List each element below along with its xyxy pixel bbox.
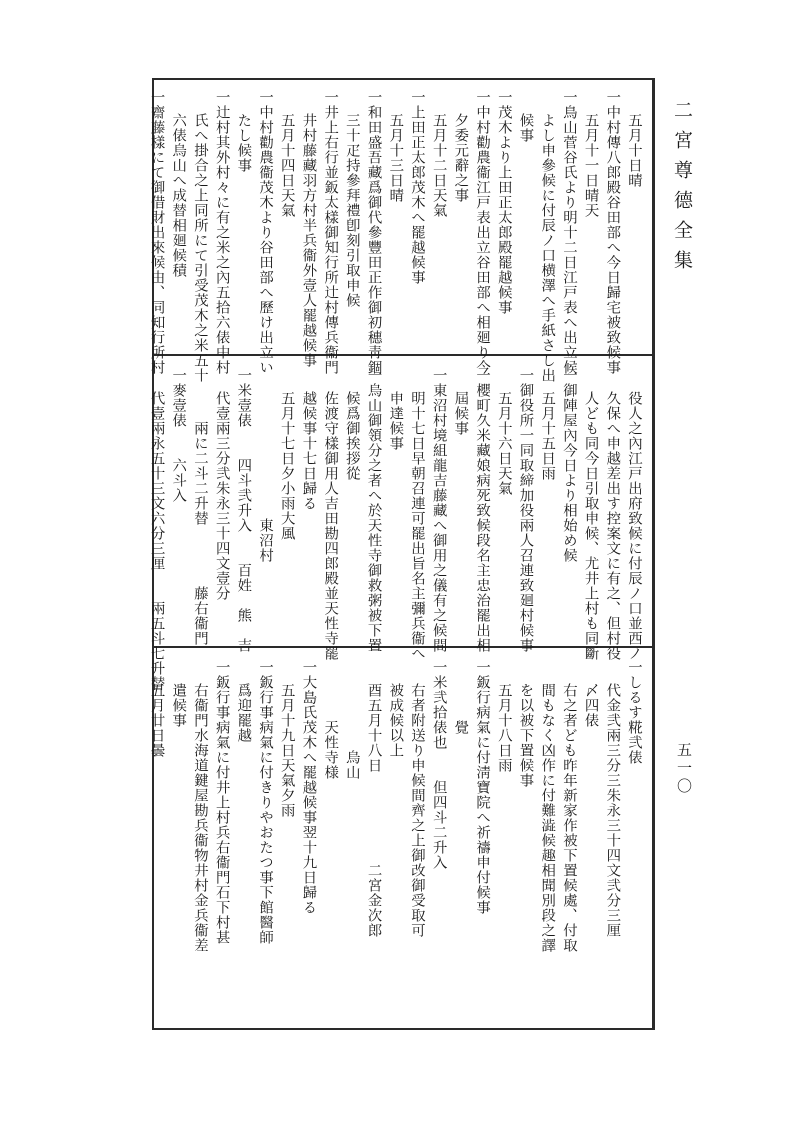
middle-text-line: 五月十五日雨	[539, 391, 556, 482]
upper-text-line: 五月十二日天氣	[430, 113, 447, 219]
upper-text-line: 一茂木より上田正太郎殿罷越候事	[495, 90, 512, 315]
middle-text-line: 久保へ申越差出す控案文に有之、但村役	[604, 391, 621, 662]
lower-text-line: 右之者ども昨年新家作被下置候處、付取	[560, 683, 577, 954]
page-number: 五一〇	[675, 742, 693, 796]
middle-text-line: 一東沼村境組龍吉藤藏へ御用之儀有之候間	[430, 368, 447, 653]
lower-text-line: 天性寺様	[322, 660, 339, 780]
middle-text-line: 屆候事	[452, 391, 469, 437]
upper-text-line: 五月十三日晴	[387, 113, 404, 204]
lower-text-columns	[148, 660, 644, 1022]
middle-text-line: 兩に二斗二升替 藤右衞門	[191, 391, 208, 647]
lower-text-line: 五月廿日曇	[148, 683, 165, 759]
lower-text-line: 遣候事	[170, 683, 187, 729]
upper-text-line: たし候事	[235, 113, 252, 174]
upper-text-line: 候事	[517, 113, 534, 144]
lower-text-line: 一鈑行事病氣に付井上村兵右衞門石下村甚	[213, 660, 230, 945]
lower-text-line: 覺	[452, 660, 469, 735]
upper-text-line: 一鳥山菅谷氏より明十二日江戸表へ出立候	[560, 90, 577, 375]
lower-text-line: を以被下置候事	[517, 683, 534, 789]
upper-text-line: 一和田盛吾藏爲御代參豐田正作御初穗靑錮	[365, 90, 382, 375]
lower-text-line: 一鈑行病氣に付淸寶院へ祈禱申付候事	[474, 660, 491, 915]
middle-text-line: 候爲御挨拶從	[343, 391, 360, 482]
middle-text-line: 一米壹俵 四斗弐升入 百姓 熊 吉	[235, 368, 252, 653]
lower-text-line: 爲迎罷越	[235, 683, 252, 744]
lower-text-line: 烏山	[343, 660, 360, 780]
upper-text-line: 一中村傳八郎殿谷田部へ今日歸宅被致候事	[604, 90, 621, 375]
upper-text-line: 六俵烏山へ成替相廻候積	[170, 113, 187, 279]
upper-text-line: 一中村勸農衞江戸表出立谷田部へ相廻り今	[474, 90, 491, 375]
upper-text-line: 一上田正太郎茂木へ罷越候事	[408, 90, 425, 285]
middle-text-line: 東沼村	[257, 368, 274, 563]
middle-text-columns	[148, 368, 644, 692]
middle-text-line: 五月十六日天氣	[495, 391, 512, 497]
upper-text-line: 一井上右行並鈑太樣御知行所辻村傳兵衞門	[322, 90, 339, 375]
upper-text-line: 井村藤藏羽方村半兵衞外壹人罷越候事	[300, 113, 317, 369]
lower-text-line: 一鈑行事病氣に付きりやおたつ事下館醫師	[257, 660, 274, 945]
lower-text-line: 間もなく凶作に付難澁候趣相聞別段之譯	[539, 683, 556, 954]
middle-text-line: 一烏山御領分之者へ於天性寺御救粥被下置	[365, 368, 382, 653]
lower-text-line: 五月十九日天氣夕雨	[278, 683, 295, 819]
lower-text-line: 一大島氏茂木へ罷越候事翌十九日歸る	[300, 660, 317, 915]
lower-text-line: 一しるす糀弐俵	[626, 660, 642, 765]
upper-text-line: 一中村勸農衞茂木より谷田部へ歷け出立い	[257, 90, 274, 375]
upper-text-line: 夕委元辭之事	[452, 113, 469, 204]
upper-text-line: 一齋藤樣にて御借財出來候由、同知行所村	[148, 90, 165, 375]
lower-text-line: 一米弐拾俵也 但四斗二升入	[430, 660, 447, 870]
lower-text-line: 右者附送り申候間齊之上御改御受取可	[408, 683, 425, 939]
middle-text-line: 一櫻町久米藏娘病死致候段名主忠治罷出相	[474, 368, 491, 653]
middle-text-line: 代壹兩永五十三文六分三厘 兩五斗七升替	[148, 391, 165, 692]
lower-text-line: 酉五月十八日 二宮金次郎	[365, 683, 382, 939]
lower-text-line: 五月十八日雨	[495, 683, 512, 774]
upper-text-line: 一辻村其外村々に有之米之內五拾六俵中村	[213, 90, 230, 375]
middle-text-line: 一御役所一同取締加役兩人召連致廻村候事	[517, 368, 534, 653]
middle-text-line: 申達候事	[387, 391, 404, 452]
upper-text-line: 五月十四日天氣	[278, 113, 295, 219]
lower-text-line: 〆四俵	[582, 683, 599, 729]
middle-text-line: 佐渡守樣御用人吉田勘四郎殿並天性寺罷	[322, 391, 339, 662]
middle-text-line: 役人之內江戸出府致候に付辰ノ口並西ノ	[626, 391, 642, 662]
middle-text-line: 一御陣屋內今日より相始め候	[560, 368, 577, 563]
middle-text-line: 五月十七日夕小雨大風	[278, 391, 295, 542]
book-title: 二宮尊德全集	[671, 100, 693, 280]
upper-panel	[148, 80, 652, 384]
middle-text-line: 代壹兩三分弐朱永三十四文壹分	[213, 391, 230, 602]
middle-panel	[148, 358, 652, 692]
upper-text-line: 氏へ掛合之上同所にて引受茂木之米五十	[191, 113, 208, 384]
header-rule	[654, 78, 655, 1030]
upper-text-line: 五月十一日晴天	[582, 113, 599, 219]
upper-text-line: 五月十日晴	[626, 113, 642, 189]
upper-text-line: よし申參候に付辰ノ口横澤へ手紙さし出	[539, 113, 556, 384]
lower-panel	[148, 650, 652, 1028]
middle-text-line: 人ども同今日引取申候、尤井上村も同斷	[582, 391, 599, 662]
lower-text-line: 代金弐兩三分三朱永三十四文弐分三厘	[604, 683, 621, 939]
upper-text-line: 三十疋持參拜禮卽刻引取申候	[343, 113, 360, 309]
middle-text-line: 一麥壹俵 六斗入	[170, 368, 187, 503]
lower-text-line: 右衞門水海道鍵屋勘兵衞物井村金兵衞差	[191, 683, 208, 954]
middle-text-line: 越候事十七日歸る	[300, 391, 317, 512]
lower-text-line: 被成候以上	[387, 683, 404, 759]
upper-text-columns	[148, 90, 644, 384]
middle-text-line: 明十七日早朝召連可罷出旨名主彌兵衞へ	[408, 391, 425, 662]
